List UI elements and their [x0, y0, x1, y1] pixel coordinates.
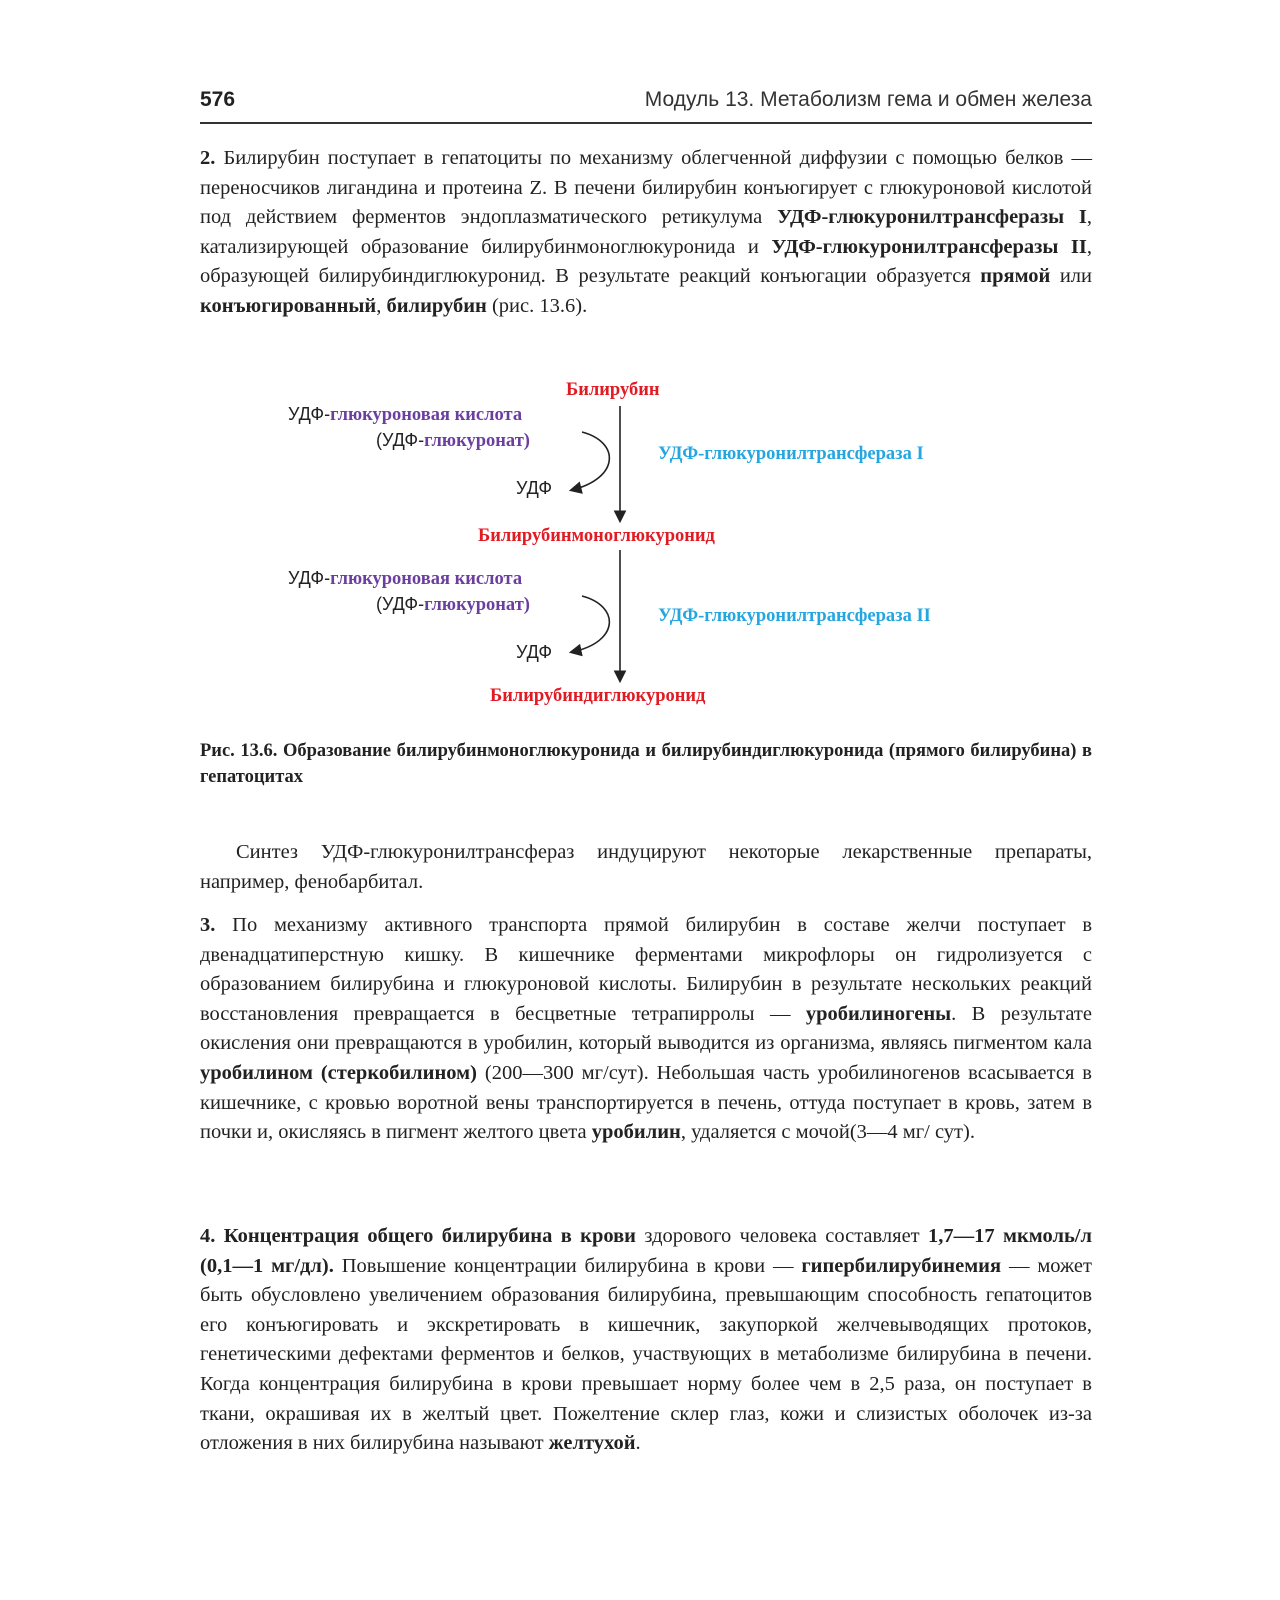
text: По механизму активного транспорта прямой билирубин в составе желчи поступает в двенадцатиперстную кишку. В кишечнике ферментами микрофлоры он гидролизуется с образованием билирубина и глюкуроновой кислоты. Билирубин в результате нескольких реакций восстановления превращается в бесцветные тетрапирролы — [200, 914, 1092, 1025]
term: билирубин [386, 294, 487, 317]
udp-glucuronate-2 [376, 594, 530, 616]
text: Повышение концентрации билирубина в крови — [333, 1254, 802, 1277]
paragraph-3 [200, 911, 1092, 1148]
para-number: 2. [200, 147, 216, 169]
diagram-arrows [200, 380, 1092, 730]
paragraph-4 [200, 1222, 1092, 1459]
text: глюкуронат) [424, 431, 530, 451]
term: уробилин [591, 1121, 681, 1144]
udp-glucuronate-1 [376, 430, 530, 452]
text: Билирубин поступает в гепатоциты по механизму облегченной диффузии с помощью белков — переносчиков лигандина и протеина Z. В печени билирубин конъюгирует с глюкуроновой кислотой под действием ферментов эндоплазматического ретикулума [200, 147, 1092, 229]
term: уробилином (стеркобилином) [200, 1061, 477, 1084]
running-title: Модуль 13. Метаболизм гема и обмен железа [644, 88, 1092, 111]
page-number: 576 [200, 88, 236, 111]
paragraph-2 [200, 144, 1092, 322]
monoglucuronide-label: Билирубинмоноглюкуронид [478, 526, 715, 546]
figure-caption: Рис. 13.6. Образование билирубинмоноглюкуронида и билирубиндиглюкуронида (прямого билирубина) в гепатоцитах [200, 741, 1092, 787]
udp-2-label: УДФ [516, 642, 553, 662]
side-arrow-1 [572, 432, 609, 490]
text: или [1050, 265, 1092, 288]
term: прямой [980, 265, 1051, 288]
para-number: 3. [200, 914, 216, 936]
term: гипербилирубинемия [801, 1254, 1002, 1277]
text: — может быть обусловлено увеличением образования билирубина, превышающим способность гепатоцитов его конъюгировать и экскретировать в кишечник, закупоркой желчевыводящих протоков, генетическими дефектами ферментов и белков, участвующих в метаболизме билирубина в печени. Когда концентрация билирубина в крови превышает норму более чем в 2,5 раза, он поступает в ткани, окрашивая их в желтый цвет. Пожелтение склер глаз, кожи и слизистых оболочек из-за отложения в них билирубина называют [200, 1254, 1092, 1455]
text: (рис. 13.6). [486, 294, 588, 317]
udp-1-label: УДФ [516, 478, 553, 498]
text: здорового человека составляет [636, 1225, 929, 1247]
text: глюкуронат) [424, 595, 530, 615]
text: УДФ- [288, 404, 331, 424]
term: конъюгированный [200, 294, 377, 317]
diglucuronide-label: Билирубиндиглюкуронид [490, 686, 706, 706]
text: , образующей билирубиндиглюкуронид. В результате реакций конъюгации образуется [200, 235, 1092, 288]
text: глюкуроновая кислота [330, 569, 523, 589]
text: , катализирующей образование билирубинмоноглюкуронида и [200, 206, 1092, 258]
term: УДФ-глюкуронилтрансферазы II [771, 235, 1087, 258]
udp-glucuronic-acid-1 [288, 404, 522, 426]
text: глюкуроновая кислота [330, 405, 523, 425]
text: . [635, 1432, 641, 1455]
side-arrow-2 [572, 596, 609, 652]
term: 4. Концентрация общего билирубина в крови [200, 1225, 636, 1247]
term: желтухой [548, 1432, 636, 1455]
udp-glucuronic-acid-2 [288, 568, 522, 590]
text: . В результате окисления они превращаются в уробилин, который выводится из организма, являясь пигментом кала [200, 1002, 1092, 1055]
text: , [376, 294, 387, 317]
text: , удаляется с мочой(3—4 мг/ сут). [680, 1121, 975, 1144]
term: уробилиногены [805, 1002, 952, 1025]
enzyme-2-label: УДФ-глюкуронилтрансфераза II [658, 606, 931, 626]
term: УДФ-глюкуронилтрансферазы I [777, 206, 1087, 229]
text: (УДФ- [376, 430, 425, 450]
term: 1,7—17 мкмоль/л (0,1—1 мг/дл). [200, 1225, 1092, 1277]
text: УДФ- [288, 568, 331, 588]
text: (200—300 мг/сут). Небольшая часть уробилиногенов всасывается в кишечнике, с кровью воротной вены транспортируется в печень, оттуда поступает в кровь, затем в почки и, окисляясь в пигмент желтого цвета [200, 1061, 1092, 1144]
text: (УДФ- [376, 594, 425, 614]
enzyme-1-label: УДФ-глюкуронилтрансфераза I [658, 444, 924, 464]
conjugation-diagram [200, 380, 1092, 730]
paragraph-synthesis: Синтез УДФ-глюкуронилтрансфераз индуцируют некоторые лекарственные препараты, например, фенобарбитал. [200, 841, 1092, 893]
page-header [200, 86, 1092, 124]
bilirubin-label: Билирубин [566, 380, 660, 400]
